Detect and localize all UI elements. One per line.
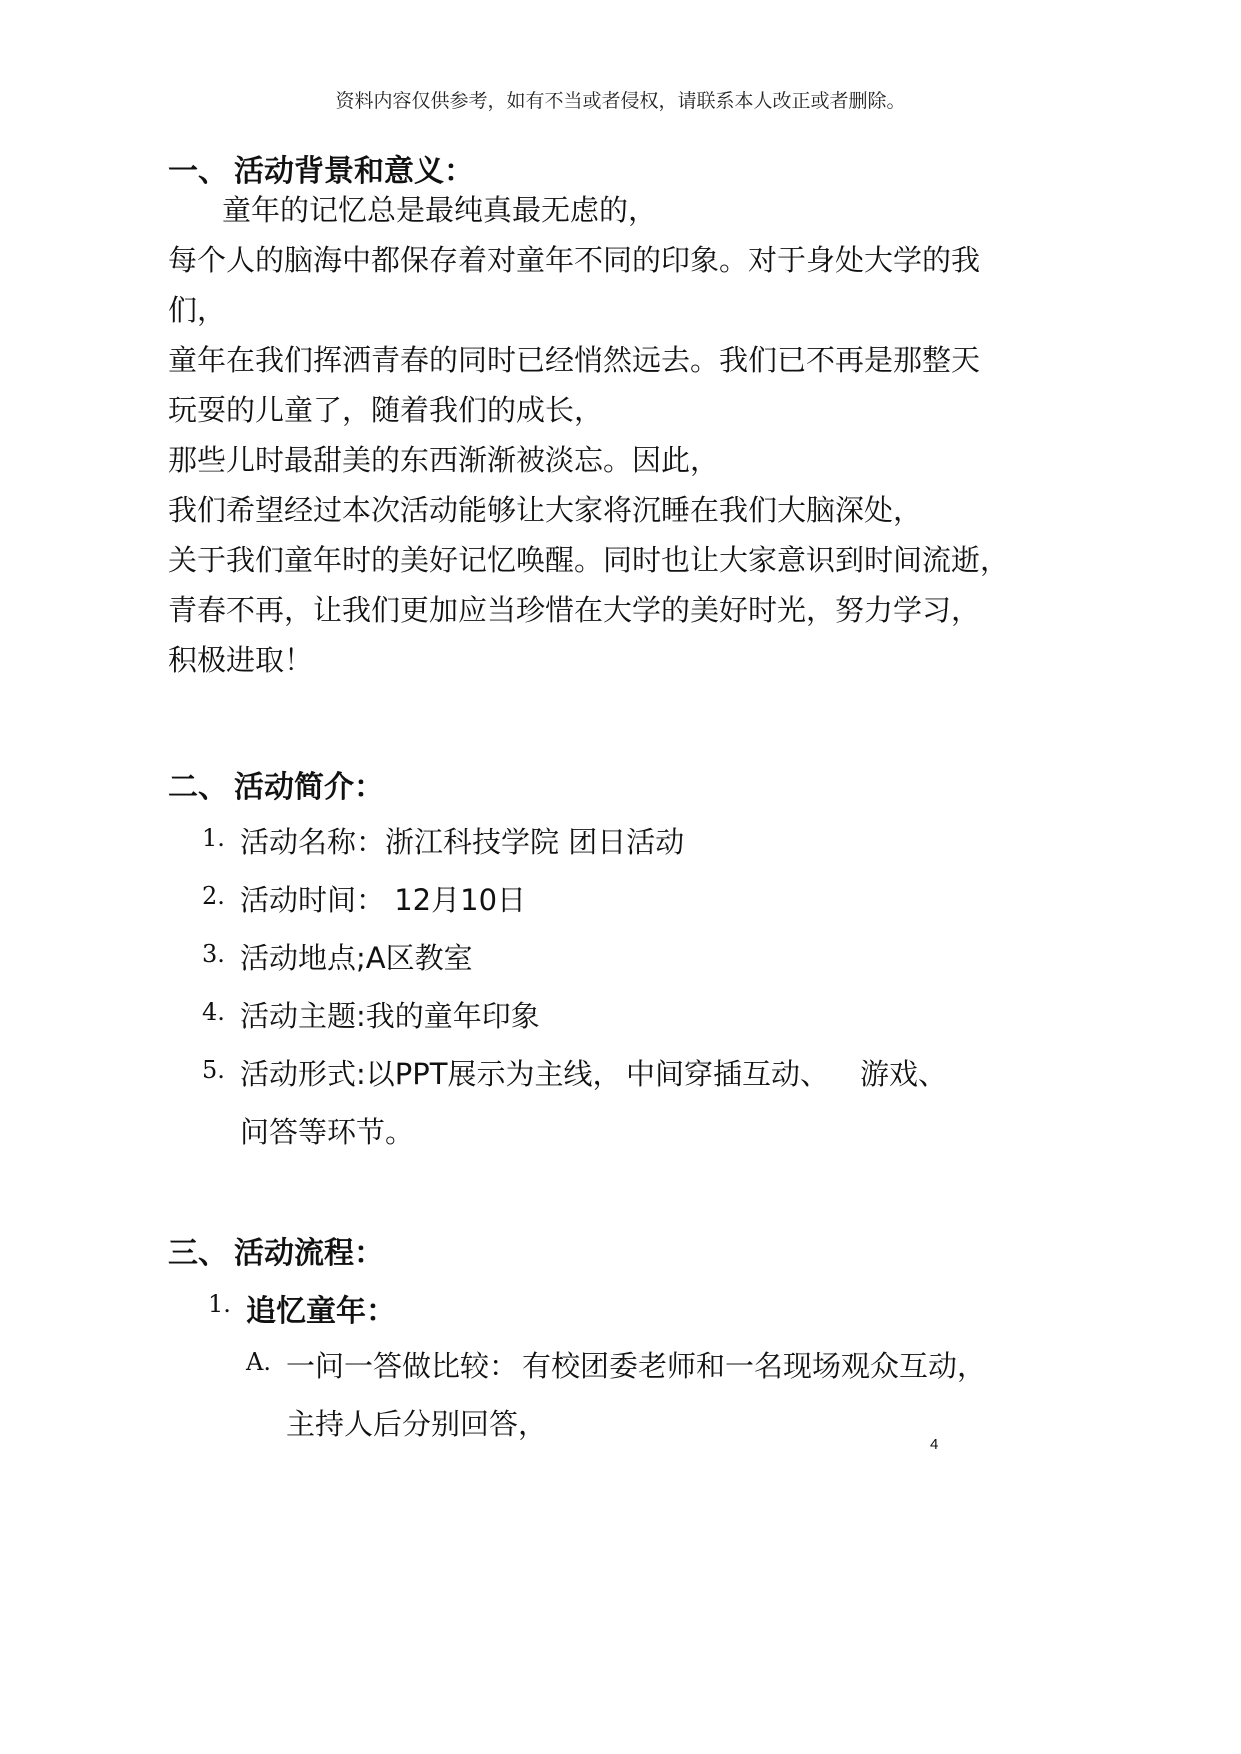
list-item-text: 活动形式:以PPT展示为主线，: [240, 1057, 622, 1091]
list-item-number: 5.: [202, 1056, 225, 1084]
paragraph-line: 童年在我们挥洒青春的同时已经悄然远去。我们已不再是那整天: [168, 343, 981, 377]
paragraph-line: 那些儿时最甜美的东西渐渐被淡忘。因此，: [168, 443, 720, 477]
list-item-number: 1.: [202, 824, 225, 852]
section-1-title: 活动背景和意义：: [234, 154, 474, 189]
section-3-title: 活动流程：: [234, 1236, 384, 1271]
paragraph-line: 玩耍的儿童了，随着我们的成长，: [168, 393, 604, 427]
list-item-text: 中间穿插互动、: [626, 1057, 830, 1091]
paragraph-line: 青春不再，让我们更加应当珍惜在大学的美好时光，努力学习，: [168, 593, 981, 627]
list-item-text: 活动名称：浙江科技学院 团日活动: [240, 825, 685, 859]
sub-item-text: 一问一答做比较：: [286, 1349, 519, 1383]
list-item-text: 活动时间： 12月10日: [240, 883, 527, 917]
sub-item-number: 1.: [208, 1290, 231, 1318]
section-2-number: 二、: [168, 770, 228, 805]
paragraph-line: 积极进取！: [168, 643, 314, 677]
list-item-text: 游戏、: [860, 1057, 948, 1091]
section-2-title: 活动简介：: [234, 770, 384, 805]
section-3-number: 三、: [168, 1236, 228, 1271]
list-item-text-continued: 问答等环节。: [240, 1115, 415, 1149]
list-item-number: 4.: [202, 998, 225, 1026]
paragraph-line: 关于我们童年时的美好记忆唤醒。同时也让大家意识到时间流逝，: [168, 543, 1010, 577]
paragraph-line: 每个人的脑海中都保存着对童年不同的印象。对于身处大学的我: [168, 243, 981, 277]
sub-item-title: 追忆童年：: [246, 1294, 396, 1329]
paragraph-line: 们，: [168, 293, 227, 327]
document-disclaimer: 资料内容仅供参考，如有不当或者侵权，请联系本人改正或者删除。: [335, 90, 906, 112]
sub-item-text-continued: 主持人后分别回答，: [286, 1407, 548, 1441]
paragraph-line: 童年的记忆总是最纯真最无虑的，: [222, 193, 658, 227]
list-item-number: 2.: [202, 882, 225, 910]
section-1-number: 一、: [168, 154, 228, 189]
sub-item-letter: A.: [246, 1348, 271, 1376]
paragraph-line: 我们希望经过本次活动能够让大家将沉睡在我们大脑深处，: [168, 493, 923, 527]
page-number: 4: [930, 1436, 939, 1453]
list-item-text: 活动主题:我的童年印象: [240, 999, 540, 1033]
list-item-text: 活动地点;A区教室: [240, 941, 473, 975]
list-item-number: 3.: [202, 940, 225, 968]
sub-item-text: 有校团委老师和一名现场观众互动，: [522, 1349, 987, 1383]
